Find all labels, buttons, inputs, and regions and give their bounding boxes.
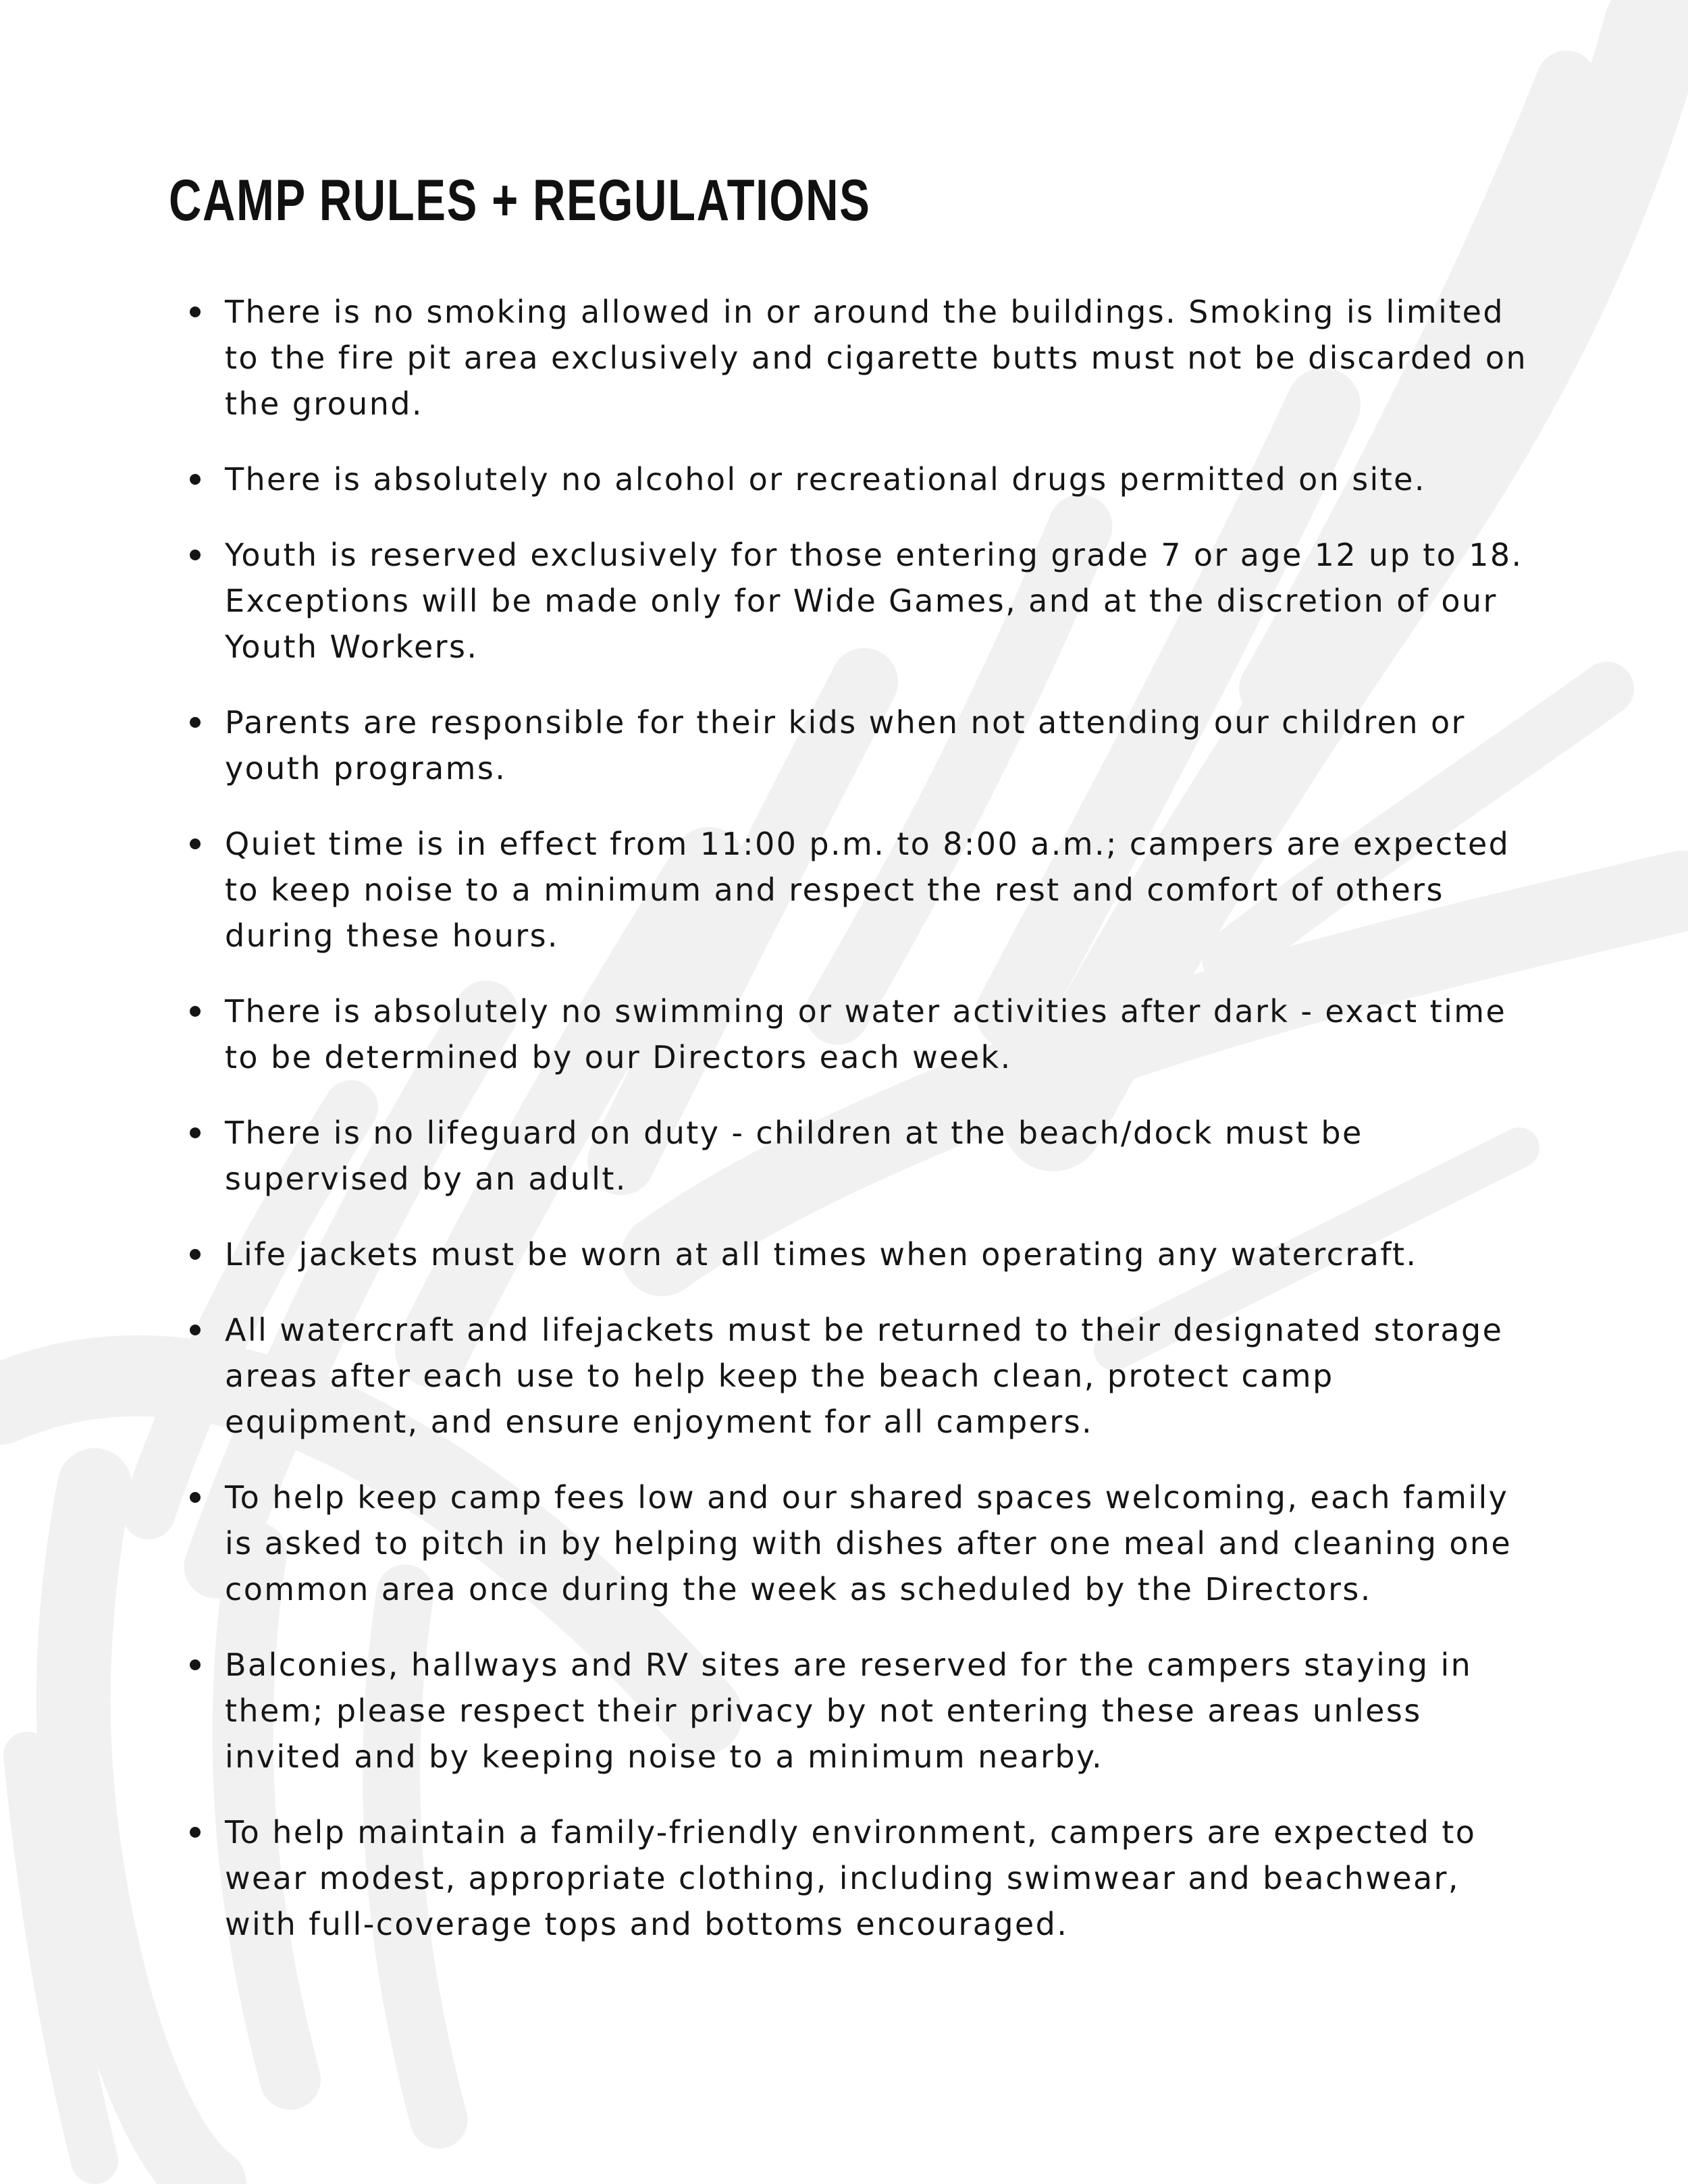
bullet-icon xyxy=(190,550,201,560)
list-item xyxy=(225,1231,1528,1277)
list-item xyxy=(225,456,1528,502)
rule-text: Youth is reserved exclusively for those entering grade 7 or age 12 up to 18. Exceptions will be made only for Wide Games, and at the discretion of our Youth Workers. xyxy=(225,537,1523,665)
bullet-icon xyxy=(190,307,201,317)
bullet-icon xyxy=(190,1827,201,1838)
rule-text: There is absolutely no swimming or water activities after dark - exact time to be determined by our Directors each week. xyxy=(225,993,1507,1075)
rule-text: Quiet time is in effect from 11:00 p.m. to 8:00 a.m.; campers are expected to keep noise to a minimum and respect the rest and comfort of others during these hours. xyxy=(225,826,1510,954)
bullet-icon xyxy=(190,1659,201,1670)
rule-text: To help keep camp fees low and our shared spaces welcoming, each family is asked to pitch in by helping with dishes after one meal and cleaning one common area once during the week as scheduled by the Directors. xyxy=(225,1479,1512,1607)
list-item xyxy=(225,1642,1528,1780)
rule-text: There is absolutely no alcohol or recreational drugs permitted on site. xyxy=(225,461,1426,498)
rule-text: To help maintain a family-friendly environment, campers are expected to wear modest, appropriate clothing, including swimwear and beachwear, with full-coverage tops and bottoms encouraged. xyxy=(225,1814,1477,1942)
page-title: CAMP RULES + REGULATIONS xyxy=(169,168,871,233)
rule-text: There is no smoking allowed in or around the buildings. Smoking is limited to the fire pit area exclusively and cigarette butts must not be discarded on the ground. xyxy=(225,294,1528,422)
list-item xyxy=(225,699,1528,791)
bullet-icon xyxy=(190,838,201,849)
list-item xyxy=(225,289,1528,427)
list-item xyxy=(225,821,1528,959)
rule-text: Life jackets must be worn at all times when operating any watercraft. xyxy=(225,1236,1418,1273)
list-item xyxy=(225,988,1528,1080)
rule-text: Parents are responsible for their kids when not attending our children or youth programs. xyxy=(225,704,1466,787)
list-item xyxy=(225,1307,1528,1445)
rule-text: All watercraft and lifejackets must be returned to their designated storage areas after each use to help keep the beach clean, protect camp equipment, and ensure enjoyment for all campers. xyxy=(225,1312,1504,1440)
bullet-icon xyxy=(190,717,201,728)
bullet-icon xyxy=(190,1127,201,1138)
bullet-icon xyxy=(190,1492,201,1503)
list-item xyxy=(225,1110,1528,1202)
rule-text: Balconies, hallways and RV sites are reserved for the campers staying in them; please respect their privacy by not entering these areas unless invited and by keeping noise to a minimum nearby. xyxy=(225,1647,1473,1775)
rule-text: There is no lifeguard on duty - children at the beach/dock must be supervised by an adult. xyxy=(225,1115,1363,1197)
bullet-icon xyxy=(190,1325,201,1335)
list-item xyxy=(225,1809,1528,1947)
bullet-icon xyxy=(190,474,201,485)
bullet-icon xyxy=(190,1249,201,1260)
bullet-icon xyxy=(190,1006,201,1017)
list-item xyxy=(225,532,1528,670)
rules-list xyxy=(225,289,1528,1977)
list-item xyxy=(225,1474,1528,1612)
